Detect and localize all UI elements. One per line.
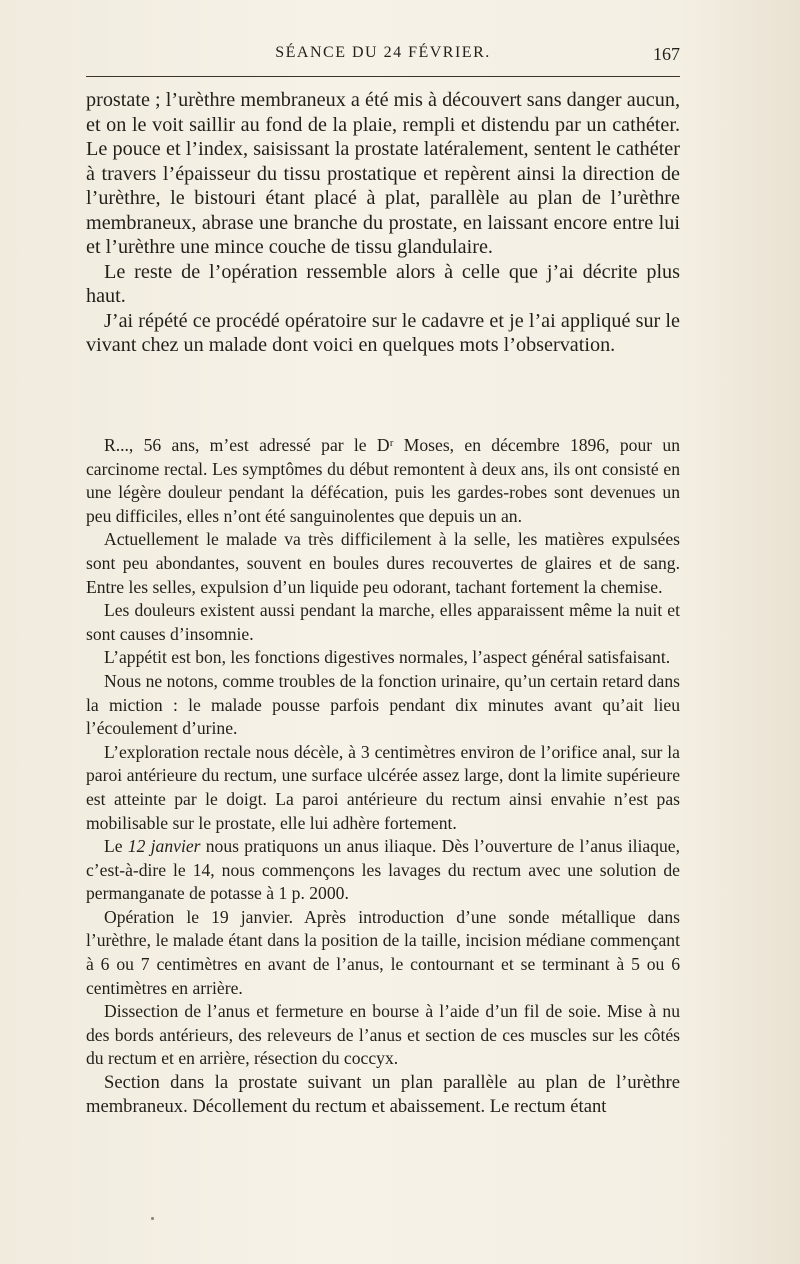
observation-paragraph: R..., 56 ans, m’est adressé par le Dʳ Moses, en décembre 1896, pour un carcinome rectal. Les symptômes du début remontent à deux ans, ils ont consisté en une légère douleur pendant la défécation, puis les gardes-robes sont devenues un peu difficiles, elles n’ont été sanguinolentes que depuis un an. [86, 435, 680, 526]
observation-paragraph: L’exploration rectale nous décèle, à 3 centimètres environ de l’orifice anal, sur la paroi antérieure du rectum, une surface ulcérée assez large, dont la limite supérieure est atteinte par le doigt. La paroi antérieure du rectum ainsi envahie n’est pas mobilisable sur le prostate, elle lui adhère fortement. [86, 741, 680, 833]
text-run: Le [104, 836, 123, 857]
paragraph: prostate ; l’urèthre membraneux a été mis à découvert sans danger aucun, et on le voit saillir au fond de la plaie, rempli et distendu par un cathéter. Le pouce et l’index, saisissant la prostate latéralement, sentent le cathéter à travers l’épaisseur du tissu prostatique et repèrent ainsi la direction de l’urèthre, le bistouri étant placé à plat, parallèle au plan de l’urèthre membraneux, abrase une branche du prostate, en laissant encore entre lui et l’urèthre une mince couche de tissu glandulaire. [86, 89, 680, 258]
paragraph: J’ai répété ce procédé opératoire sur le cadavre et je l’ai appliqué sur le vivant chez un malade dont voici en quelques mots l’observation. [86, 309, 680, 356]
header-title: SÉANCE DU 24 FÉVRIER. [275, 44, 491, 61]
observation-paragraph: Les douleurs existent aussi pendant la marche, elles apparaissent même la nuit et sont causes d’insomnie. [86, 600, 680, 644]
observation-text [86, 434, 680, 1118]
observation-paragraph: Opération le 19 janvier. Après introduction d’une sonde métallique dans l’urèthre, le malade étant dans la position de la taille, incision médiane commençant à 6 ou 7 centimètres en avant de l’anus, le contournant et se terminant à 5 ou 6 centimètres en arrière. [86, 906, 680, 998]
paper-speck [151, 1217, 154, 1220]
observation-paragraph: Section dans la prostate suivant un plan parallèle au plan de l’urèthre membraneux. Décollement du rectum et abaissement. Le rectum étant [86, 1072, 680, 1117]
observation-paragraph: L’appétit est bon, les fonctions digestives normales, l’aspect général satisfaisant. [104, 647, 671, 668]
observation-paragraph [86, 835, 680, 906]
observation-paragraph: Nous ne notons, comme troubles de la fonction urinaire, qu’un certain retard dans la miction : le malade pousse parfois pendant dix minutes avant qu’ait lieu l’écoulement d’urine. [86, 670, 680, 739]
running-header [86, 44, 680, 68]
main-text [86, 88, 680, 358]
header-rule [86, 76, 680, 77]
page-number: 167 [653, 44, 680, 64]
observation-paragraph: Actuellement le malade va très difficilement à la selle, les matières expulsées sont peu abondantes, souvent en boules dures recouvertes de glaires et de sang. Entre les selles, expulsion d’un liquide peu odorant, tachant fortement la chemise. [86, 529, 680, 597]
date-italic: 12 janvier [127, 836, 201, 857]
text-run: nous pratiquons un anus iliaque. Dès l’ouverture de l’anus iliaque, c’est-à-dire le 14, nous commençons les lavages du rectum avec une solution de permanganate de potasse à 1 p. 2000. [86, 836, 680, 904]
observation-paragraph: Dissection de l’anus et fermeture en bourse à l’aide d’un fil de soie. Mise à nu des bords antérieurs, des releveurs de l’anus et section de ces muscles sur les côtés du rectum et en arrière, résection du coccyx. [86, 1001, 680, 1069]
paragraph: Le reste de l’opération ressemble alors à celle que j’ai décrite plus haut. [86, 260, 680, 307]
